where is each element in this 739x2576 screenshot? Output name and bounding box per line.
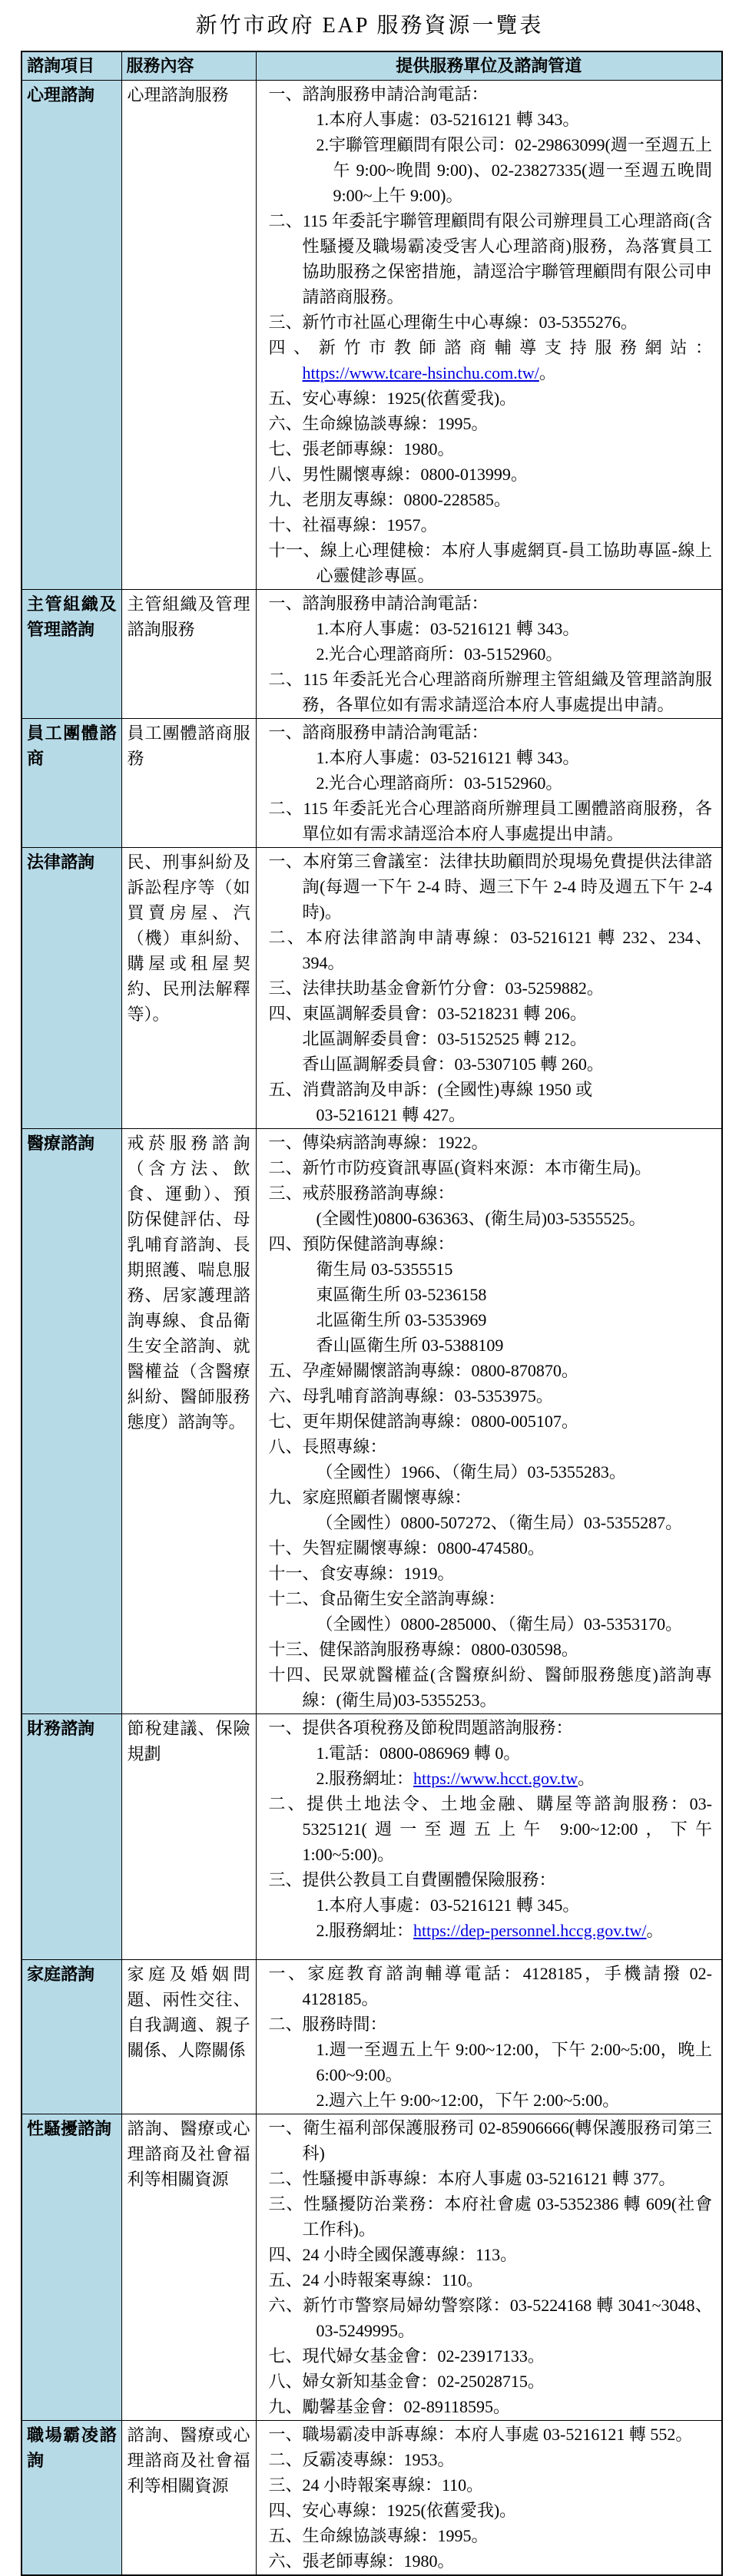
channel-line: 五、生命線協談專線：1995。: [268, 2525, 489, 2545]
service-content-cell: 戒菸服務諮詢（含方法、飲食、運動）、預防保健評估、母乳哺育諮詢、長期照護、喘息服務、居家護理諮詢專線、食品衛生安全諮詢、就醫權益（含醫療糾紛、醫師服務態度）諮詢等。: [121, 1128, 256, 1713]
channel-line: [269, 1766, 713, 1791]
eap-resource-table: [21, 51, 723, 2576]
channel-line: 二、服務時間：: [268, 2014, 387, 2034]
table-row: [22, 2420, 722, 2575]
channel-line: 六、新竹市警察局婦幼警察隊：03-5224168 轉 3041~3048、: [268, 2295, 712, 2315]
channel-line: 八、男性關懷專線：0800-013999。: [268, 464, 528, 484]
col-header-consult-item: 諮詢項目: [22, 51, 121, 80]
channel-line: 三、24 小時報案專線：110。: [268, 2475, 484, 2495]
channel-line: （全國性）1966、（衛生局）03-5355283。: [316, 1462, 626, 1482]
service-content-cell: 員工團體諮商服務: [121, 718, 256, 847]
service-content-cell: 諮詢、醫療或心理諮商及社會福利等相關資源: [121, 2420, 256, 2575]
channel-line: 三、戒菸服務諮詢專線：: [268, 1183, 455, 1203]
channel-line: 一、提供各項稅務及節稅問題諮詢服務：: [268, 1717, 573, 1737]
channel-line: 三、法律扶助基金會新竹分會：03-5259882。: [268, 978, 604, 998]
channel-line: 三、新竹市社區心理衛生中心專線：03-5355276。: [268, 312, 638, 332]
service-content-cell: 民、刑事糾紛及訴訟程序等（如買賣房屋、汽（機）車糾紛、購屋或租屋契約、民刑法解釋等）。: [121, 847, 256, 1128]
table-row: [22, 589, 722, 718]
channel-line: 1.本府人事處：03-5216121 轉 343。: [316, 109, 580, 129]
consult-item-cell: 性騷擾諮詢: [22, 2114, 121, 2420]
consult-item-cell: 家庭諮詢: [22, 1959, 121, 2114]
table-row: [22, 1128, 722, 1713]
channel-line: 三、性騷擾防治業務：本府社會處 03-5352386 轉 609(社會: [268, 2194, 712, 2213]
channel-line-text: 2.服務網址：: [316, 1768, 414, 1788]
channel-line: 1.本府人事處：03-5216121 轉 345。: [316, 1895, 580, 1915]
channel-line: 十三、健保諮詢服務專線：0800-030598。: [268, 1639, 578, 1659]
channel-line: 五、安心專線：1925(依舊愛我)。: [268, 388, 517, 408]
channel-line: 二、性騷擾申訴專線：本府人事處 03-5216121 轉 377。: [268, 2168, 676, 2188]
service-channel-cell: [256, 2114, 722, 2420]
channel-line: 四、預防保健諮詢專線：: [268, 1233, 455, 1253]
channel-line: 03-5249995。: [316, 2320, 415, 2340]
table-row: [22, 718, 722, 847]
channel-line: 9:00~上午 9:00)。: [333, 185, 463, 205]
channel-line: 科): [302, 2143, 325, 2163]
channel-line: 九、勵馨基金會：02-89118595。: [268, 2396, 511, 2416]
channel-line: 二、115 年委託光合心理諮商所辦理主管組織及管理諮詢服: [268, 669, 712, 689]
channel-line: [269, 360, 713, 386]
service-channel-cell: [256, 589, 722, 718]
channel-line: 工作科)。: [302, 2219, 376, 2239]
channel-line: 一、諮商服務申請洽詢電話：: [268, 722, 489, 742]
channel-line: 十一、線上心理健檢：本府人事處網頁-員工協助專區-線上: [268, 540, 712, 560]
service-channel-cell: [256, 847, 722, 1128]
channel-line: 四、東區調解委員會：03-5218231 轉 206。: [268, 1003, 587, 1023]
service-channel-cell: [256, 1959, 722, 2114]
service-channel-cell: [256, 718, 722, 847]
channel-line: 2.宇聯管理顧問有限公司：02-29863099(週一至週五上: [316, 134, 712, 154]
channel-line-text: 。: [646, 1920, 664, 1940]
external-link[interactable]: https://dep-personnel.hccg.gov.tw/: [413, 1920, 647, 1940]
channel-line: 一、諮詢服務申請洽詢電話：: [268, 84, 489, 104]
external-link[interactable]: https://www.tcare-hsinchu.com.tw/: [302, 363, 539, 382]
channel-line: 九、家庭照顧者關懷專線：: [268, 1487, 472, 1507]
consult-item-cell: 醫療諮詢: [22, 1128, 121, 1713]
channel-line: 午 9:00~晚間 9:00)、02-23827335(週一至週五晚間: [333, 160, 712, 180]
channel-line: 四、安心專線：1925(依舊愛我)。: [268, 2500, 517, 2520]
channel-line: 2.週六上午 9:00~12:00，下午 2:00~5:00。: [316, 2090, 620, 2110]
document-page: [0, 11, 739, 2576]
table-row: [22, 2114, 722, 2420]
channel-line: 東區衛生所 03-5236158: [316, 1284, 487, 1304]
consult-item-cell: 法律諮詢: [22, 847, 121, 1128]
channel-line: (全國性)0800-636363、(衛生局)03-5355525。: [316, 1208, 646, 1228]
channel-line-text: 2.服務網址：: [316, 1920, 414, 1940]
channel-line: 時)。: [302, 902, 342, 922]
channel-line: 七、現代婦女基金會：02-23917133。: [268, 2346, 545, 2366]
channel-line: 香山區調解委員會：03-5307105 轉 260。: [302, 1054, 604, 1074]
channel-line-text: 。: [578, 1768, 595, 1788]
channel-line: 五、孕產婦關懷諮詢專線：0800-870870。: [268, 1360, 578, 1380]
channel-line: 務，各單位如有需求請逕洽本府人事處提出申請。: [302, 694, 674, 714]
channel-line: 03-5216121 轉 427。: [316, 1104, 466, 1124]
channel-line: 二、115 年委託光合心理諮商所辦理員工團體諮商服務，各: [268, 798, 712, 818]
channel-line: 詢(每週一下午 2-4 時、週三下午 2-4 時及週五下午 2-4: [302, 876, 712, 896]
channel-line: 一、家庭教育諮詢輔導電話：4128185，手機請撥 02-: [268, 1963, 712, 1983]
service-content-cell: 諮詢、醫療或心理諮商及社會福利等相關資源: [121, 2114, 256, 2420]
channel-line: 五、消費諮詢及申訴：(全國性)專線 1950 或: [268, 1079, 593, 1099]
channel-line-text: 。: [539, 363, 556, 382]
channel-line: 1.本府人事處：03-5216121 轉 343。: [316, 618, 580, 638]
consult-item-cell: 財務諮詢: [22, 1713, 121, 1959]
channel-line: 十、失智症關懷專線：0800-474580。: [268, 1538, 545, 1558]
channel-line: 一、本府第三會議室：法律扶助顧問於現場免費提供法律諮: [268, 851, 712, 871]
col-header-service-content: 服務內容: [121, 51, 256, 80]
channel-line: 線：(衛生局)03-5355253。: [302, 1690, 497, 1710]
channel-line: 六、生命線協談專線：1995。: [268, 413, 489, 433]
channel-line: 十一、食安專線：1919。: [268, 1563, 455, 1583]
service-channel-cell: [256, 1713, 722, 1959]
channel-line: 一、諮詢服務申請洽詢電話：: [268, 593, 489, 613]
channel-line: 二、新竹市防疫資訊專區(資料來源：本市衛生局)。: [268, 1157, 652, 1177]
channel-line: 九、老朋友專線：0800-228585。: [268, 489, 511, 509]
channel-line: 性騷擾及職場霸凌受害人心理諮商)服務，為落實員工: [302, 236, 712, 256]
channel-line: 一、傳染病諮詢專線：1922。: [268, 1132, 489, 1152]
channel-line: 八、長照專線：: [268, 1436, 387, 1456]
channel-line: 394。: [302, 952, 345, 972]
channel-line: 一、職場霸凌申訴專線：本府人事處 03-5216121 轉 552。: [268, 2424, 693, 2444]
channel-line: 八、婦女新知基金會：02-25028715。: [268, 2371, 545, 2391]
channel-line: 四、新竹市教師諮商輔導支持服務網站：: [268, 337, 712, 357]
table-row: [22, 1959, 722, 2114]
col-header-service-channel: 提供服務單位及諮詢管道: [256, 51, 722, 80]
channel-line: 2.光合心理諮商所：03-5152960。: [316, 773, 563, 793]
channel-line: 6:00~9:00。: [316, 2064, 403, 2084]
consult-item-cell: 員工團體諮商: [22, 718, 121, 847]
table-row: [22, 1713, 722, 1959]
table-header-row: [22, 51, 722, 80]
external-link[interactable]: https://www.hcct.gov.tw: [413, 1768, 578, 1788]
channel-line: [269, 1918, 713, 1943]
channel-line: 七、張老師專線：1980。: [268, 439, 455, 459]
channel-line: 單位如有需求請逕洽本府人事處提出申請。: [302, 823, 624, 843]
channel-line: 香山區衛生所 03-5388109: [316, 1335, 504, 1355]
channel-line: 十二、食品衛生安全諮詢專線：: [268, 1588, 505, 1608]
channel-line: 二、115 年委託宇聯管理顧問有限公司辦理員工心理諮商(含: [268, 210, 712, 230]
channel-line: 七、更年期保健諮詢專線：0800-005107。: [268, 1411, 578, 1431]
service-channel-cell: [256, 2420, 722, 2575]
channel-line: 二、提供土地法令、土地金融、購屋等諮詢服務：03-: [268, 1793, 712, 1813]
service-content-cell: 家庭及婚姻問題、兩性交往、自我調適、親子關係、人際關係: [121, 1959, 256, 2114]
channel-line: 二、本府法律諮詢申請專線：03-5216121 轉 232、234、: [268, 927, 712, 947]
service-content-cell: 心理諮詢服務: [121, 80, 256, 589]
channel-line: 北區衛生所 03-5353969: [316, 1310, 487, 1329]
channel-line: 1.電話：0800-086969 轉 0。: [316, 1743, 521, 1763]
channel-line: 協助服務之保密措施，請逕洽宇聯管理顧問有限公司申: [302, 261, 712, 281]
channel-line: 一、衛生福利部保護服務司 02-85906666(轉保護服務司第三: [268, 2117, 712, 2137]
channel-line: （全國性）0800-507272、（衛生局）03-5355287。: [316, 1512, 683, 1532]
service-content-cell: 主管組織及管理諮詢服務: [121, 589, 256, 718]
table-row: [22, 80, 722, 589]
channel-line: 1:00~5:00)。: [302, 1844, 394, 1864]
channel-line: 十、社福專線：1957。: [268, 515, 438, 535]
channel-line: 衛生局 03-5355515: [316, 1259, 453, 1279]
channel-line: 1.本府人事處：03-5216121 轉 343。: [316, 747, 580, 767]
channel-line: 1.週一至週五上午 9:00~12:00，下午 2:00~5:00，晚上: [316, 2039, 712, 2059]
channel-line: 北區調解委員會：03-5152525 轉 212。: [302, 1028, 587, 1048]
channel-line: 5325121(週一至週五上午 9:00~12:00，下午: [302, 1819, 712, 1839]
service-channel-cell: [256, 80, 722, 589]
consult-item-cell: 心理諮詢: [22, 80, 121, 589]
channel-line: 十四、民眾就醫權益(含醫療糾紛、醫師服務態度)諮詢專: [268, 1664, 712, 1684]
consult-item-cell: 職場霸凌諮詢: [22, 2420, 121, 2575]
table-row: [22, 847, 722, 1128]
service-channel-cell: [256, 1128, 722, 1713]
channel-line: 二、反霸凌專線：1953。: [268, 2449, 455, 2469]
channel-line: 請諮商服務。: [302, 286, 404, 306]
service-content-cell: 節稅建議、保險規劃: [121, 1713, 256, 1959]
page-title: 新竹市政府 EAP 服務資源一覽表: [195, 14, 544, 38]
channel-line: 三、提供公教員工自費團體保險服務：: [268, 1869, 556, 1889]
channel-line: 四、24 小時全國保護專線：113。: [268, 2244, 518, 2264]
channel-line: 六、母乳哺育諮詢專線：03-5353975。: [268, 1386, 553, 1406]
channel-line: 五、24 小時報案專線：110。: [268, 2270, 484, 2290]
channel-line: 六、張老師專線：1980。: [268, 2551, 455, 2571]
channel-line: 2.光合心理諮商所：03-5152960。: [316, 644, 563, 664]
channel-line: 4128185。: [302, 1988, 379, 2008]
consult-item-cell: 主管組織及管理諮詢: [22, 589, 121, 718]
channel-line: 心靈健診專區。: [316, 565, 435, 585]
table-body: [22, 80, 722, 2575]
channel-line: （全國性）0800-285000、（衛生局）03-5353170。: [316, 1614, 683, 1634]
